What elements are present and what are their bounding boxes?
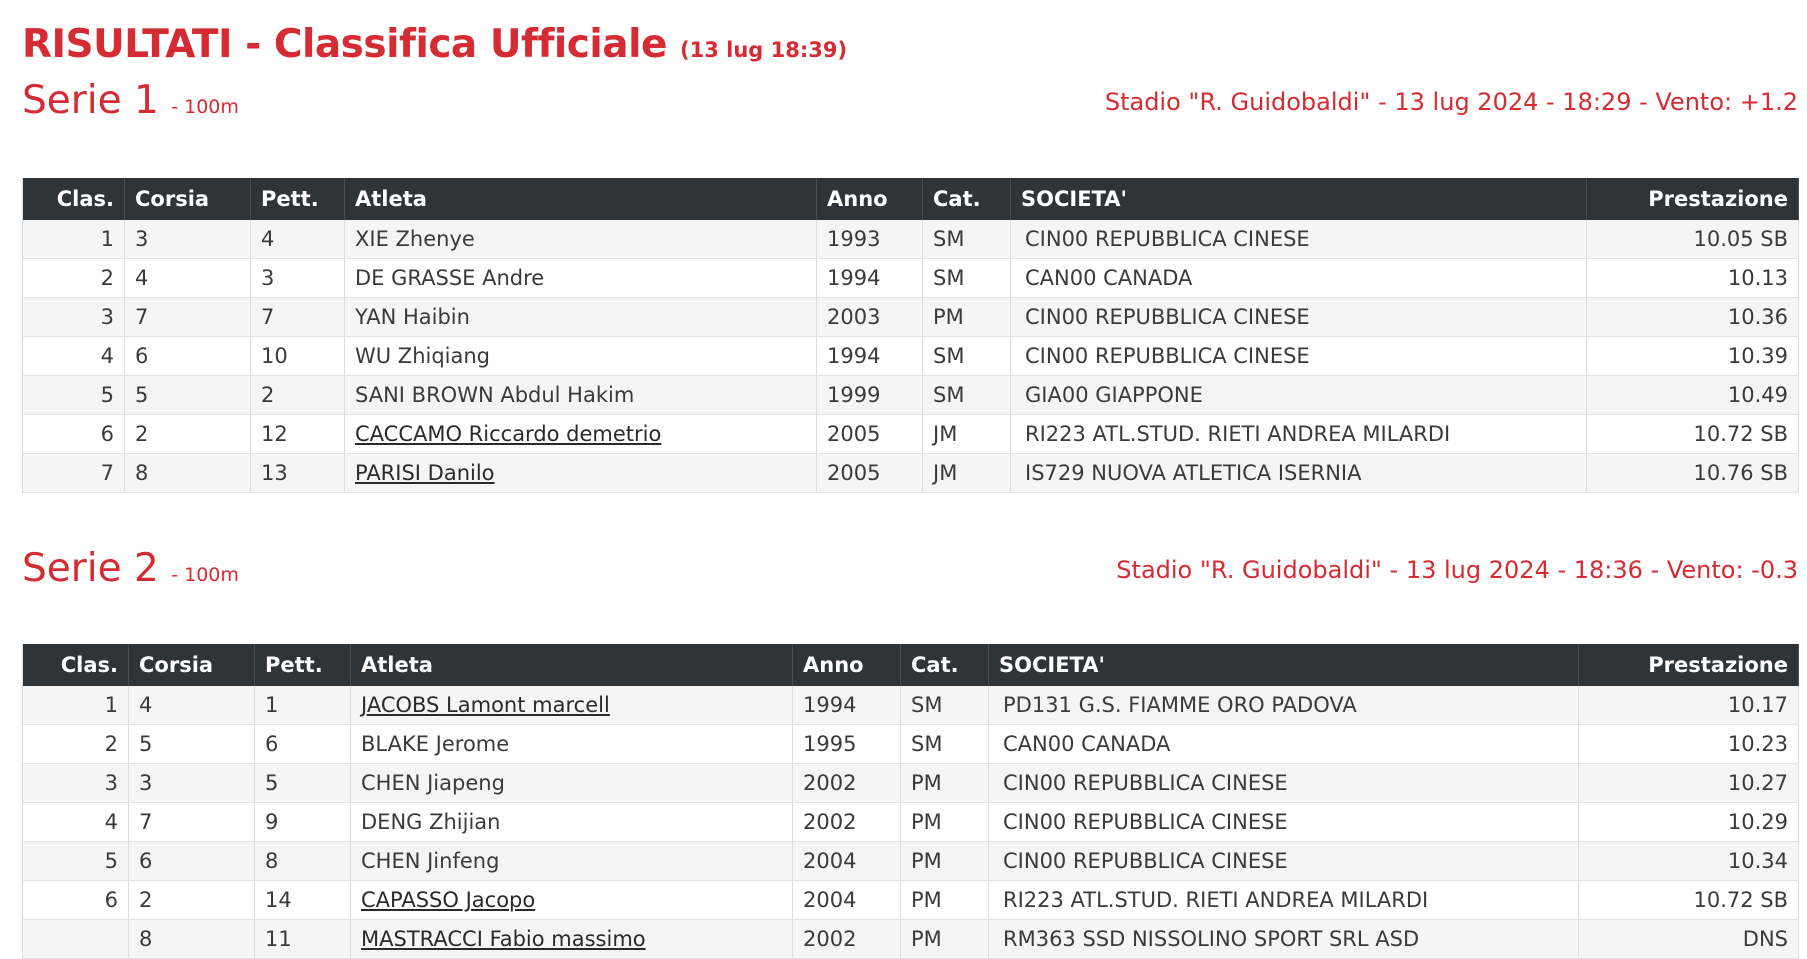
- athlete-name: CHEN Jinfeng: [361, 849, 500, 873]
- club-cell: GIA00 GIAPPONE: [1011, 376, 1587, 415]
- bib-cell: 3: [251, 259, 345, 298]
- table-row: [23, 454, 1799, 493]
- athlete-cell: [345, 376, 817, 415]
- lane-cell: 7: [125, 298, 251, 337]
- performance-cell: 10.36: [1587, 298, 1799, 337]
- column-header-corsia[interactable]: Corsia: [129, 644, 255, 686]
- performance-cell: 10.05 SB: [1587, 220, 1799, 259]
- category-cell: SM: [923, 376, 1011, 415]
- bib-cell: 14: [255, 881, 351, 920]
- year-cell: 2005: [817, 415, 923, 454]
- club-cell: CIN00 REPUBBLICA CINESE: [1011, 298, 1587, 337]
- column-header-corsia[interactable]: Corsia: [125, 178, 251, 220]
- rank-cell: 3: [23, 298, 125, 337]
- bib-cell: 1: [255, 686, 351, 725]
- athlete-link[interactable]: JACOBS Lamont marcell: [361, 693, 610, 717]
- athlete-cell: [351, 842, 793, 881]
- table-row: [23, 337, 1799, 376]
- athlete-name: CHEN Jiapeng: [361, 771, 505, 795]
- category-cell: SM: [901, 686, 989, 725]
- series-1-table-body: [23, 220, 1799, 493]
- rank-cell: 2: [23, 725, 129, 764]
- page-title: [22, 22, 847, 67]
- year-cell: 1994: [793, 686, 901, 725]
- performance-cell: 10.34: [1579, 842, 1799, 881]
- performance-cell: DNS: [1579, 920, 1799, 959]
- rank-cell: 4: [23, 337, 125, 376]
- rank-cell: 1: [23, 686, 129, 725]
- rank-cell: 6: [23, 415, 125, 454]
- year-cell: 2002: [793, 764, 901, 803]
- athlete-link[interactable]: MASTRACCI Fabio massimo: [361, 927, 646, 951]
- column-header-atleta[interactable]: Atleta: [351, 644, 793, 686]
- series-1-info: Stadio "R. Guidobaldi" - 13 lug 2024 - 18:29 - Vento: +1.2: [1104, 88, 1798, 116]
- athlete-cell: [351, 686, 793, 725]
- athlete-name: SANI BROWN Abdul Hakim: [355, 383, 635, 407]
- rank-cell: 5: [23, 376, 125, 415]
- rank-cell: 1: [23, 220, 125, 259]
- performance-cell: 10.49: [1587, 376, 1799, 415]
- club-cell: CIN00 REPUBBLICA CINESE: [989, 842, 1579, 881]
- table-header-row: [23, 644, 1799, 686]
- athlete-name: YAN Haibin: [355, 305, 470, 329]
- page-title-text: RISULTATI - Classifica Ufficiale: [22, 22, 667, 67]
- year-cell: 1994: [817, 337, 923, 376]
- bib-cell: 10: [251, 337, 345, 376]
- bib-cell: 4: [251, 220, 345, 259]
- table-row: [23, 725, 1799, 764]
- club-cell: CAN00 CANADA: [989, 725, 1579, 764]
- performance-cell: 10.27: [1579, 764, 1799, 803]
- bib-cell: 8: [255, 842, 351, 881]
- year-cell: 2005: [817, 454, 923, 493]
- table-header-row: [23, 178, 1799, 220]
- club-cell: CIN00 REPUBBLICA CINESE: [989, 803, 1579, 842]
- performance-cell: 10.17: [1579, 686, 1799, 725]
- category-cell: JM: [923, 415, 1011, 454]
- table-row: [23, 298, 1799, 337]
- series-2-info: Stadio "R. Guidobaldi" - 13 lug 2024 - 18:36 - Vento: -0.3: [1116, 556, 1798, 584]
- lane-cell: 6: [125, 337, 251, 376]
- athlete-cell: [345, 220, 817, 259]
- lane-cell: 2: [129, 881, 255, 920]
- series-1-title: [22, 78, 239, 123]
- club-cell: IS729 NUOVA ATLETICA ISERNIA: [1011, 454, 1587, 493]
- column-header-anno[interactable]: Anno: [793, 644, 901, 686]
- column-header-clas[interactable]: Clas.: [23, 178, 125, 220]
- club-cell: PD131 G.S. FIAMME ORO PADOVA: [989, 686, 1579, 725]
- athlete-cell: [345, 454, 817, 493]
- athlete-link[interactable]: CAPASSO Jacopo: [361, 888, 536, 912]
- category-cell: JM: [923, 454, 1011, 493]
- rank-cell: 2: [23, 259, 125, 298]
- series-2-header: [22, 546, 1798, 596]
- lane-cell: 3: [125, 220, 251, 259]
- year-cell: 1995: [793, 725, 901, 764]
- athlete-cell: [351, 881, 793, 920]
- column-header-atleta[interactable]: Atleta: [345, 178, 817, 220]
- bib-cell: 7: [251, 298, 345, 337]
- series-2-title: [22, 546, 239, 591]
- athlete-cell: [345, 259, 817, 298]
- category-cell: PM: [901, 881, 989, 920]
- performance-cell: 10.76 SB: [1587, 454, 1799, 493]
- table-row: [23, 415, 1799, 454]
- series-1-name: Serie 1: [22, 78, 159, 123]
- year-cell: 1999: [817, 376, 923, 415]
- rank-cell: 7: [23, 454, 125, 493]
- year-cell: 2002: [793, 803, 901, 842]
- table-row: [23, 803, 1799, 842]
- table-row: [23, 920, 1799, 959]
- bib-cell: 2: [251, 376, 345, 415]
- lane-cell: 8: [125, 454, 251, 493]
- year-cell: 1994: [817, 259, 923, 298]
- club-cell: RM363 SSD NISSOLINO SPORT SRL ASD: [989, 920, 1579, 959]
- club-cell: CIN00 REPUBBLICA CINESE: [1011, 337, 1587, 376]
- year-cell: 2004: [793, 881, 901, 920]
- athlete-cell: [351, 803, 793, 842]
- year-cell: 1993: [817, 220, 923, 259]
- performance-cell: 10.13: [1587, 259, 1799, 298]
- athlete-name: DE GRASSE Andre: [355, 266, 545, 290]
- lane-cell: 3: [129, 764, 255, 803]
- category-cell: PM: [901, 842, 989, 881]
- lane-cell: 6: [129, 842, 255, 881]
- club-cell: RI223 ATL.STUD. RIETI ANDREA MILARDI: [1011, 415, 1587, 454]
- athlete-cell: [345, 337, 817, 376]
- rank-cell: [23, 920, 129, 959]
- athlete-cell: [351, 725, 793, 764]
- table-row: [23, 376, 1799, 415]
- column-header-cat[interactable]: Cat.: [923, 178, 1011, 220]
- category-cell: PM: [923, 298, 1011, 337]
- lane-cell: 4: [129, 686, 255, 725]
- official-timestamp: (13 lug 18:39): [680, 38, 848, 62]
- lane-cell: 5: [129, 725, 255, 764]
- year-cell: 2003: [817, 298, 923, 337]
- athlete-name: XIE Zhenye: [355, 227, 475, 251]
- column-header-pett[interactable]: Pett.: [255, 644, 351, 686]
- club-cell: CAN00 CANADA: [1011, 259, 1587, 298]
- series-1-header: [22, 78, 1798, 128]
- rank-cell: 3: [23, 764, 129, 803]
- column-header-prestazione[interactable]: Prestazione: [1587, 178, 1799, 220]
- series-2-name: Serie 2: [22, 546, 159, 591]
- year-cell: 2002: [793, 920, 901, 959]
- performance-cell: 10.39: [1587, 337, 1799, 376]
- athlete-name: BLAKE Jerome: [361, 732, 510, 756]
- category-cell: SM: [923, 220, 1011, 259]
- rank-cell: 6: [23, 881, 129, 920]
- athlete-cell: [345, 415, 817, 454]
- club-cell: RI223 ATL.STUD. RIETI ANDREA MILARDI: [989, 881, 1579, 920]
- column-header-anno[interactable]: Anno: [817, 178, 923, 220]
- athlete-link[interactable]: CACCAMO Riccardo demetrio: [355, 422, 662, 446]
- athlete-cell: [351, 764, 793, 803]
- lane-cell: 4: [125, 259, 251, 298]
- series-1-event: - 100m: [171, 96, 239, 118]
- athlete-name: DENG Zhijian: [361, 810, 501, 834]
- bib-cell: 6: [255, 725, 351, 764]
- column-header-cat[interactable]: Cat.: [901, 644, 989, 686]
- rank-cell: 5: [23, 842, 129, 881]
- year-cell: 2004: [793, 842, 901, 881]
- athlete-link[interactable]: PARISI Danilo: [355, 461, 495, 485]
- column-header-prestazione[interactable]: Prestazione: [1579, 644, 1799, 686]
- rank-cell: 4: [23, 803, 129, 842]
- bib-cell: 11: [255, 920, 351, 959]
- column-header-societa[interactable]: SOCIETA': [989, 644, 1579, 686]
- lane-cell: 7: [129, 803, 255, 842]
- category-cell: PM: [901, 803, 989, 842]
- column-header-clas[interactable]: Clas.: [23, 644, 129, 686]
- performance-cell: 10.29: [1579, 803, 1799, 842]
- athlete-cell: [345, 298, 817, 337]
- category-cell: SM: [901, 725, 989, 764]
- performance-cell: 10.23: [1579, 725, 1799, 764]
- table-row: [23, 220, 1799, 259]
- performance-cell: 10.72 SB: [1579, 881, 1799, 920]
- bib-cell: 9: [255, 803, 351, 842]
- bib-cell: 12: [251, 415, 345, 454]
- series-2-table-body: [23, 686, 1799, 959]
- lane-cell: 5: [125, 376, 251, 415]
- category-cell: SM: [923, 337, 1011, 376]
- category-cell: PM: [901, 920, 989, 959]
- category-cell: PM: [901, 764, 989, 803]
- lane-cell: 2: [125, 415, 251, 454]
- athlete-cell: [351, 920, 793, 959]
- table-row: [23, 259, 1799, 298]
- table-row: [23, 881, 1799, 920]
- series-2-event: - 100m: [171, 564, 239, 586]
- table-row: [23, 686, 1799, 725]
- athlete-name: WU Zhiqiang: [355, 344, 491, 368]
- performance-cell: 10.72 SB: [1587, 415, 1799, 454]
- table-row: [23, 842, 1799, 881]
- series-2-results-table: [22, 644, 1799, 959]
- category-cell: SM: [923, 259, 1011, 298]
- club-cell: CIN00 REPUBBLICA CINESE: [1011, 220, 1587, 259]
- column-header-pett[interactable]: Pett.: [251, 178, 345, 220]
- table-row: [23, 764, 1799, 803]
- column-header-societa[interactable]: SOCIETA': [1011, 178, 1587, 220]
- lane-cell: 8: [129, 920, 255, 959]
- series-1-results-table: [22, 178, 1799, 493]
- bib-cell: 5: [255, 764, 351, 803]
- club-cell: CIN00 REPUBBLICA CINESE: [989, 764, 1579, 803]
- bib-cell: 13: [251, 454, 345, 493]
